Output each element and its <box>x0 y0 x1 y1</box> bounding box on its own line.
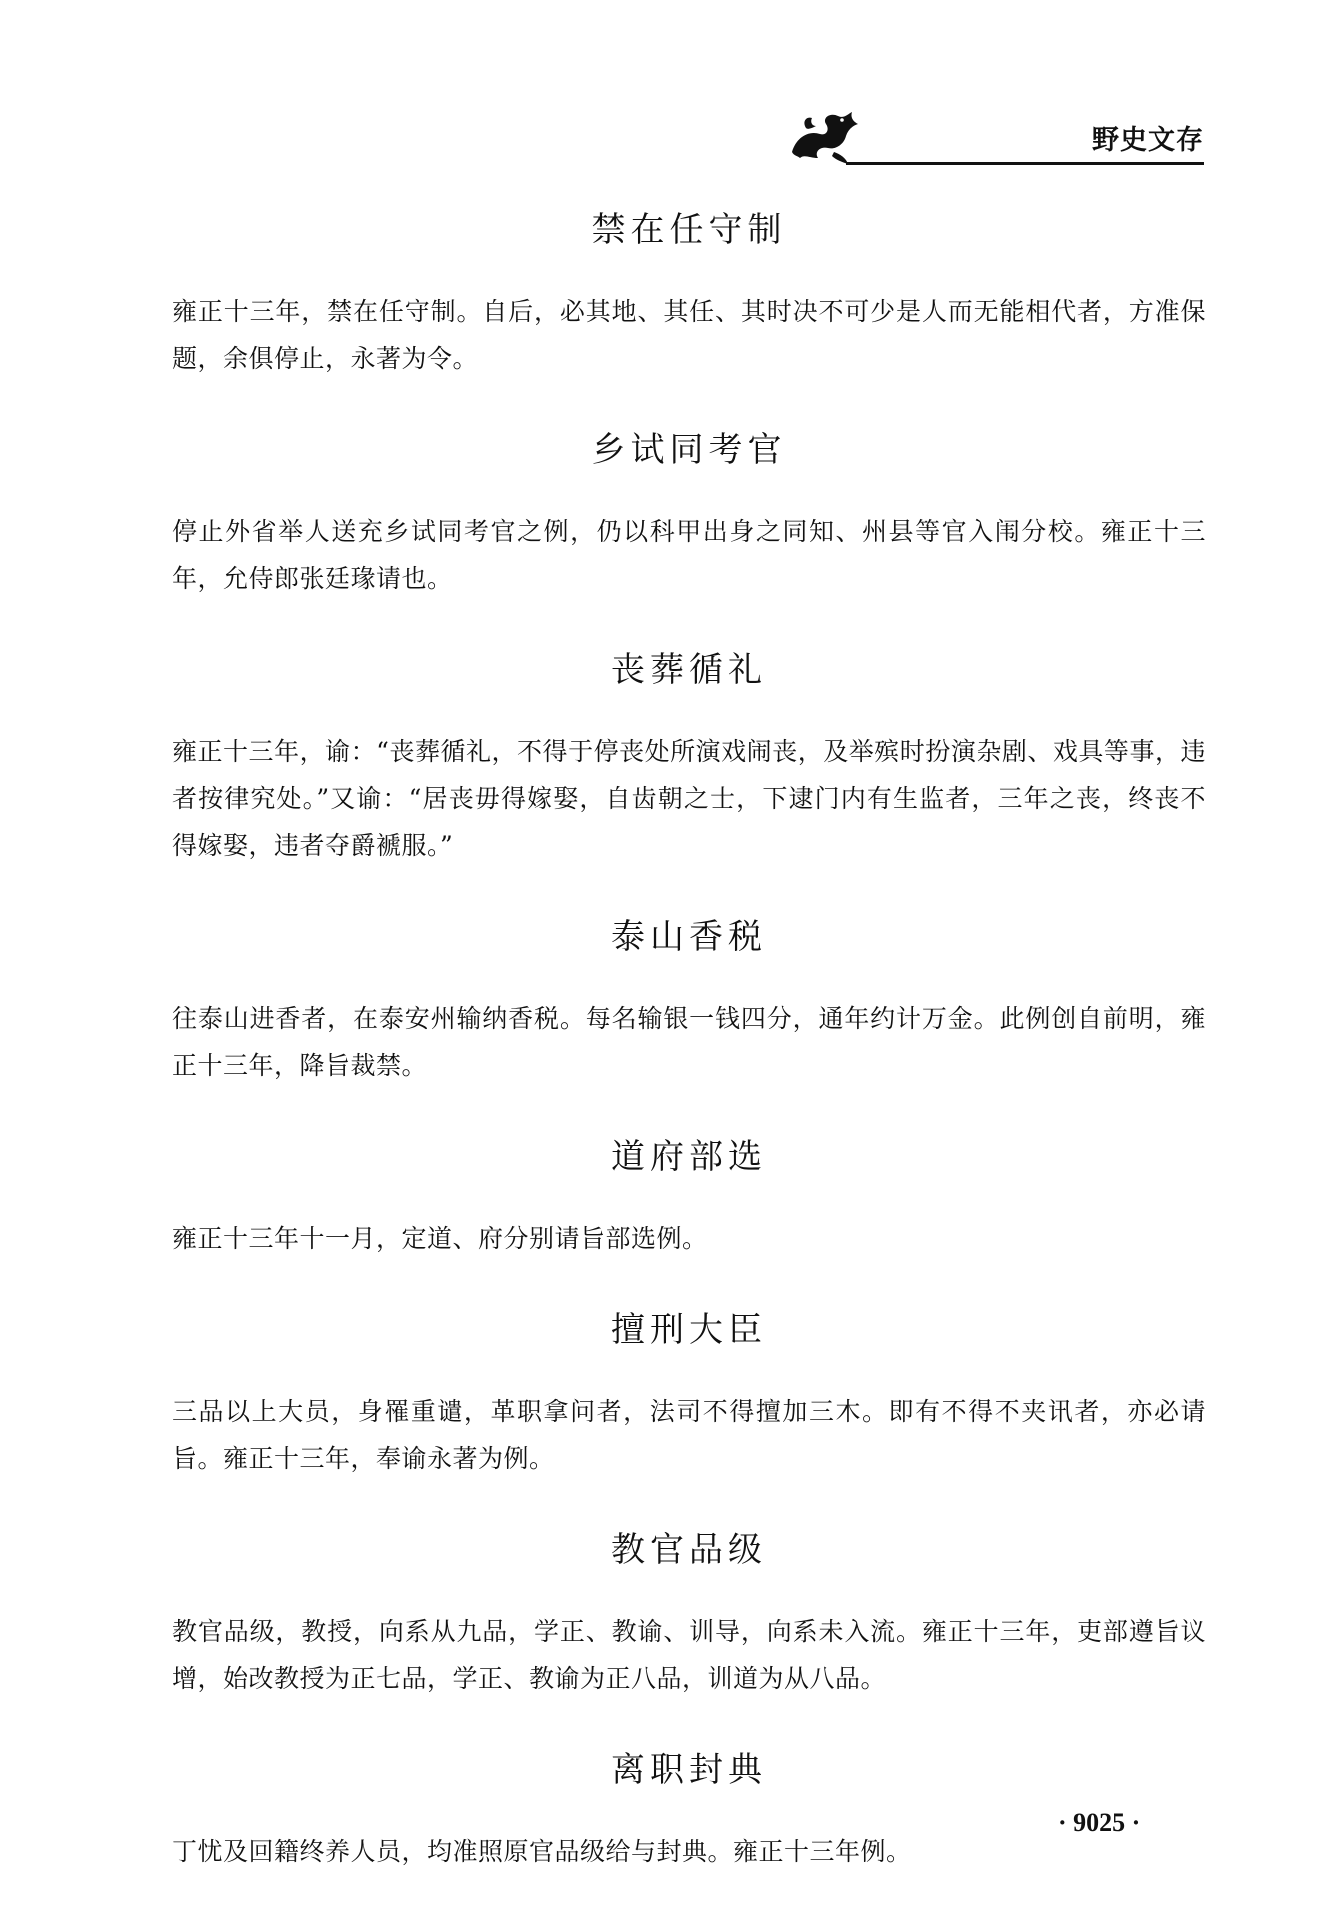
section <box>172 1746 1206 1875</box>
section-text: 雍正十三年，禁在任守制。自后，必其地、其任、其时决不可少是人而无能相代者，方准保题，余俱停止，永著为令。 <box>172 297 1206 373</box>
section-text: 停止外省举人送充乡试同考官之例，仍以科甲出身之同知、州县等官入闱分校。雍正十三年，允侍郎张廷瑑请也。 <box>172 517 1206 593</box>
section <box>172 1133 1206 1262</box>
section-text: 雍正十三年，谕：“丧葬循礼，不得于停丧处所演戏闹丧，及举殡时扮演杂剧、戏具等事，违者按律究处。”又谕：“居丧毋得嫁娶，自齿朝之士，下逮门内有生监者，三年之丧，终丧不得嫁娶，违者夺爵褫服。” <box>172 737 1206 860</box>
section-text: 教官品级，教授，向系从九品，学正、教谕、训导，向系未入流。雍正十三年，吏部遵旨议增，始改教授为正七品，学正、教谕为正八品，训道为从八品。 <box>172 1617 1206 1693</box>
section <box>172 1306 1206 1482</box>
section <box>172 913 1206 1089</box>
section-title: 教官品级 <box>611 1530 767 1570</box>
page-number: · 9025 · <box>1058 1808 1141 1837</box>
section-title: 丧葬循礼 <box>611 650 767 690</box>
section-title: 乡试同考官 <box>591 430 787 470</box>
section-text: 三品以上大员，身罹重谴，革职拿问者，法司不得擅加三木。即有不得不夹讯者，亦必请旨。雍正十三年，奉谕永著为例。 <box>172 1397 1206 1473</box>
header-title: 野史文存 <box>1092 125 1204 156</box>
section <box>172 206 1206 382</box>
section-text: 往泰山进香者，在泰安州输纳香税。每名输银一钱四分，通年约计万金。此例创自前明，雍正十三年，降旨裁禁。 <box>172 1004 1206 1080</box>
page-header <box>786 98 1204 170</box>
section-text: 雍正十三年十一月，定道、府分别请旨部选例。 <box>172 1224 708 1253</box>
section <box>172 426 1206 602</box>
section <box>172 1526 1206 1702</box>
section-title: 禁在任守制 <box>591 210 787 250</box>
section-title: 泰山香税 <box>611 917 767 957</box>
section-text: 丁忧及回籍终养人员，均准照原官品级给与封典。雍正十三年例。 <box>172 1837 912 1866</box>
section-title: 道府部选 <box>611 1137 767 1177</box>
section <box>172 646 1206 869</box>
section-title: 离职封典 <box>611 1750 767 1790</box>
header-rule <box>846 162 1204 165</box>
section-title: 擅刑大臣 <box>611 1310 767 1350</box>
page-content <box>172 206 1206 1919</box>
dragon-icon <box>786 108 862 166</box>
